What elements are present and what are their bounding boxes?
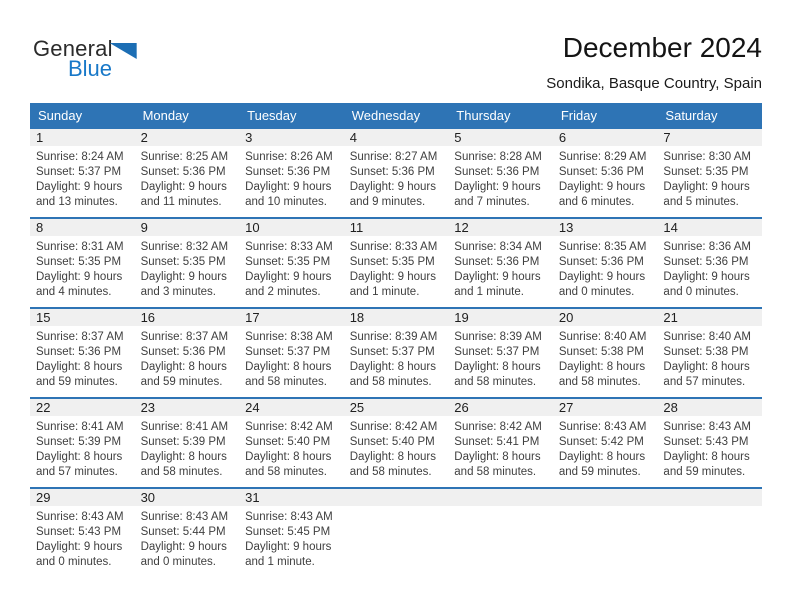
day-number: 17	[239, 309, 344, 326]
sunset-text: Sunset: 5:35 PM	[349, 256, 435, 268]
daylight-text: Daylight: 9 hours and 5 minutes.	[663, 181, 750, 208]
day-number: 12	[448, 219, 553, 236]
sunset-text: Sunset: 5:43 PM	[663, 436, 749, 448]
day-cell	[344, 129, 449, 217]
day-details	[657, 416, 762, 480]
sunrise-text: Sunrise: 8:42 AM	[454, 421, 542, 433]
empty-day-cell	[344, 489, 449, 577]
day-cell	[135, 309, 240, 397]
sunset-text: Sunset: 5:35 PM	[663, 166, 749, 178]
day-cell	[135, 129, 240, 217]
sunrise-text: Sunrise: 8:37 AM	[140, 331, 229, 343]
page-title: December 2024	[562, 32, 762, 63]
sunrise-text: Sunrise: 8:33 AM	[245, 241, 333, 253]
sunrise-text: Sunrise: 8:43 AM	[36, 511, 124, 523]
sunrise-text: Sunrise: 8:30 AM	[663, 151, 751, 163]
day-number: 2	[135, 129, 240, 146]
sunset-text: Sunset: 5:37 PM	[454, 346, 540, 358]
day-details	[553, 326, 658, 390]
day-number: 11	[344, 219, 449, 236]
day-cell	[30, 219, 135, 307]
general-blue-logo	[33, 38, 137, 80]
day-details	[448, 146, 553, 210]
daylight-text: Daylight: 8 hours and 58 minutes.	[245, 451, 332, 478]
day-details	[239, 326, 344, 390]
sunset-text: Sunset: 5:40 PM	[245, 436, 331, 448]
day-details	[657, 236, 762, 300]
sunrise-text: Sunrise: 8:25 AM	[140, 151, 229, 163]
sunrise-text: Sunrise: 8:39 AM	[349, 331, 438, 343]
day-number: 16	[135, 309, 240, 326]
day-number: 20	[553, 309, 658, 326]
day-cell	[239, 309, 344, 397]
sunset-text: Sunset: 5:35 PM	[36, 256, 122, 268]
sunrise-text: Sunrise: 8:28 AM	[454, 151, 542, 163]
sunset-text: Sunset: 5:39 PM	[140, 436, 226, 448]
day-number: 23	[135, 399, 240, 416]
day-cell	[657, 219, 762, 307]
day-details	[553, 506, 658, 510]
week-row	[30, 397, 762, 487]
day-number: 6	[553, 129, 658, 146]
day-cell	[448, 309, 553, 397]
daylight-text: Daylight: 9 hours and 0 minutes.	[36, 541, 123, 568]
day-cell	[344, 399, 449, 487]
day-details	[30, 236, 135, 300]
day-number: 21	[657, 309, 762, 326]
day-details	[553, 146, 658, 210]
sunset-text: Sunset: 5:42 PM	[558, 436, 644, 448]
day-details	[344, 506, 449, 510]
weekday-header-sunday: Sunday	[38, 107, 83, 123]
day-cell	[135, 219, 240, 307]
day-details	[553, 416, 658, 480]
day-number	[344, 489, 449, 506]
sunrise-text: Sunrise: 8:43 AM	[558, 421, 647, 433]
sunset-text: Sunset: 5:44 PM	[140, 526, 226, 538]
sunrise-text: Sunrise: 8:40 AM	[558, 331, 647, 343]
daylight-text: Daylight: 8 hours and 58 minutes.	[349, 361, 436, 388]
day-details	[135, 506, 240, 570]
page-subtitle: Sondika, Basque Country, Spain	[546, 75, 762, 92]
day-cell	[30, 129, 135, 217]
day-details	[448, 236, 553, 300]
logo-text-blue: Blue	[68, 56, 113, 81]
daylight-text: Daylight: 9 hours and 10 minutes.	[245, 181, 332, 208]
title-block	[546, 32, 762, 92]
day-details	[344, 416, 449, 480]
sunrise-text: Sunrise: 8:35 AM	[558, 241, 647, 253]
day-number: 24	[239, 399, 344, 416]
day-cell	[448, 219, 553, 307]
empty-day-cell	[657, 489, 762, 577]
sunset-text: Sunset: 5:43 PM	[36, 526, 122, 538]
logo-triangle-icon	[110, 43, 137, 59]
weekday-header-friday: Friday	[560, 107, 597, 123]
day-details	[657, 506, 762, 510]
sunrise-text: Sunrise: 8:42 AM	[349, 421, 438, 433]
weekday-header-thursday: Thursday	[456, 107, 511, 123]
day-details	[135, 146, 240, 210]
daylight-text: Daylight: 8 hours and 57 minutes.	[663, 361, 750, 388]
day-details	[239, 506, 344, 570]
day-details	[657, 326, 762, 390]
day-cell	[657, 129, 762, 217]
day-number: 26	[448, 399, 553, 416]
day-number: 14	[657, 219, 762, 236]
daylight-text: Daylight: 9 hours and 6 minutes.	[558, 181, 646, 208]
sunset-text: Sunset: 5:38 PM	[558, 346, 644, 358]
sunrise-text: Sunrise: 8:27 AM	[349, 151, 438, 163]
sunrise-text: Sunrise: 8:39 AM	[454, 331, 542, 343]
daylight-text: Daylight: 9 hours and 11 minutes.	[140, 181, 227, 208]
sunset-text: Sunset: 5:37 PM	[245, 346, 331, 358]
sunrise-text: Sunrise: 8:33 AM	[349, 241, 438, 253]
sunset-text: Sunset: 5:37 PM	[349, 346, 435, 358]
day-details	[135, 416, 240, 480]
sunset-text: Sunset: 5:38 PM	[663, 346, 749, 358]
day-cell	[135, 489, 240, 577]
daylight-text: Daylight: 8 hours and 58 minutes.	[349, 451, 436, 478]
day-cell	[448, 129, 553, 217]
daylight-text: Daylight: 9 hours and 1 minute.	[245, 541, 332, 568]
weekday-header-wednesday: Wednesday	[351, 107, 421, 123]
daylight-text: Daylight: 8 hours and 58 minutes.	[454, 361, 541, 388]
sunrise-text: Sunrise: 8:37 AM	[36, 331, 124, 343]
day-details	[239, 236, 344, 300]
logo-text-general: General	[33, 36, 113, 61]
day-number: 31	[239, 489, 344, 506]
sunrise-text: Sunrise: 8:38 AM	[245, 331, 333, 343]
day-details	[344, 146, 449, 210]
sunset-text: Sunset: 5:35 PM	[140, 256, 226, 268]
daylight-text: Daylight: 8 hours and 59 minutes.	[558, 451, 646, 478]
day-number: 18	[344, 309, 449, 326]
sunset-text: Sunset: 5:36 PM	[245, 166, 331, 178]
weekday-header-monday: Monday	[142, 107, 189, 123]
sunrise-text: Sunrise: 8:43 AM	[245, 511, 333, 523]
day-cell	[553, 219, 658, 307]
day-number: 10	[239, 219, 344, 236]
sunset-text: Sunset: 5:41 PM	[454, 436, 540, 448]
day-number: 15	[30, 309, 135, 326]
day-details	[553, 236, 658, 300]
day-details	[344, 326, 449, 390]
daylight-text: Daylight: 9 hours and 4 minutes.	[36, 271, 123, 298]
day-cell	[239, 129, 344, 217]
day-number: 3	[239, 129, 344, 146]
sunrise-text: Sunrise: 8:41 AM	[36, 421, 124, 433]
day-cell	[239, 399, 344, 487]
day-cell	[344, 219, 449, 307]
daylight-text: Daylight: 9 hours and 1 minute.	[454, 271, 541, 298]
day-number: 19	[448, 309, 553, 326]
sunset-text: Sunset: 5:39 PM	[36, 436, 122, 448]
day-number: 1	[30, 129, 135, 146]
day-number: 9	[135, 219, 240, 236]
sunset-text: Sunset: 5:36 PM	[663, 256, 749, 268]
daylight-text: Daylight: 8 hours and 59 minutes.	[140, 361, 227, 388]
daylight-text: Daylight: 9 hours and 0 minutes.	[558, 271, 646, 298]
sunset-text: Sunset: 5:36 PM	[454, 256, 540, 268]
weekday-header-tuesday: Tuesday	[247, 107, 297, 123]
sunset-text: Sunset: 5:36 PM	[140, 166, 226, 178]
day-number: 28	[657, 399, 762, 416]
day-cell	[239, 489, 344, 577]
day-number: 22	[30, 399, 135, 416]
sunrise-text: Sunrise: 8:24 AM	[36, 151, 124, 163]
sunrise-text: Sunrise: 8:41 AM	[140, 421, 229, 433]
day-number: 30	[135, 489, 240, 506]
day-details	[30, 506, 135, 570]
day-cell	[553, 309, 658, 397]
day-details	[239, 146, 344, 210]
day-number	[553, 489, 658, 506]
sunset-text: Sunset: 5:36 PM	[558, 166, 644, 178]
daylight-text: Daylight: 9 hours and 9 minutes.	[349, 181, 436, 208]
day-number: 7	[657, 129, 762, 146]
sunrise-text: Sunrise: 8:43 AM	[663, 421, 751, 433]
day-cell	[30, 399, 135, 487]
daylight-text: Daylight: 9 hours and 1 minute.	[349, 271, 436, 298]
day-number	[448, 489, 553, 506]
sunrise-text: Sunrise: 8:43 AM	[140, 511, 229, 523]
sunrise-text: Sunrise: 8:36 AM	[663, 241, 751, 253]
daylight-text: Daylight: 8 hours and 59 minutes.	[663, 451, 750, 478]
sunset-text: Sunset: 5:36 PM	[349, 166, 435, 178]
day-number: 4	[344, 129, 449, 146]
day-number: 25	[344, 399, 449, 416]
day-number: 29	[30, 489, 135, 506]
day-cell	[657, 309, 762, 397]
sunset-text: Sunset: 5:36 PM	[558, 256, 644, 268]
empty-day-cell	[448, 489, 553, 577]
day-number: 8	[30, 219, 135, 236]
day-details	[30, 416, 135, 480]
day-number: 13	[553, 219, 658, 236]
weekday-header-saturday: Saturday	[665, 107, 718, 123]
day-details	[448, 506, 553, 510]
day-cell	[239, 219, 344, 307]
daylight-text: Daylight: 9 hours and 2 minutes.	[245, 271, 332, 298]
daylight-text: Daylight: 8 hours and 58 minutes.	[245, 361, 332, 388]
day-number: 5	[448, 129, 553, 146]
day-details	[239, 416, 344, 480]
day-cell	[30, 309, 135, 397]
week-row	[30, 487, 762, 577]
sunset-text: Sunset: 5:36 PM	[454, 166, 540, 178]
daylight-text: Daylight: 9 hours and 0 minutes.	[663, 271, 750, 298]
day-cell	[344, 309, 449, 397]
sunset-text: Sunset: 5:37 PM	[36, 166, 122, 178]
weekday-header-row	[30, 103, 762, 127]
daylight-text: Daylight: 8 hours and 57 minutes.	[36, 451, 123, 478]
day-number	[657, 489, 762, 506]
day-details	[135, 326, 240, 390]
sunrise-text: Sunrise: 8:42 AM	[245, 421, 333, 433]
week-row	[30, 307, 762, 397]
day-details	[657, 146, 762, 210]
sunrise-text: Sunrise: 8:31 AM	[36, 241, 124, 253]
calendar	[30, 103, 762, 577]
sunset-text: Sunset: 5:45 PM	[245, 526, 331, 538]
day-details	[30, 146, 135, 210]
day-cell	[553, 129, 658, 217]
day-cell	[30, 489, 135, 577]
week-row	[30, 217, 762, 307]
day-details	[30, 326, 135, 390]
day-cell	[135, 399, 240, 487]
sunrise-text: Sunrise: 8:26 AM	[245, 151, 333, 163]
daylight-text: Daylight: 9 hours and 13 minutes.	[36, 181, 123, 208]
daylight-text: Daylight: 8 hours and 58 minutes.	[454, 451, 541, 478]
sunrise-text: Sunrise: 8:34 AM	[454, 241, 542, 253]
daylight-text: Daylight: 8 hours and 58 minutes.	[140, 451, 227, 478]
day-cell	[448, 399, 553, 487]
week-row	[30, 127, 762, 217]
daylight-text: Daylight: 8 hours and 59 minutes.	[36, 361, 123, 388]
day-number: 27	[553, 399, 658, 416]
empty-day-cell	[553, 489, 658, 577]
daylight-text: Daylight: 9 hours and 7 minutes.	[454, 181, 541, 208]
sunrise-text: Sunrise: 8:29 AM	[558, 151, 647, 163]
day-cell	[553, 399, 658, 487]
sunset-text: Sunset: 5:36 PM	[36, 346, 122, 358]
sunrise-text: Sunrise: 8:32 AM	[140, 241, 229, 253]
sunset-text: Sunset: 5:36 PM	[140, 346, 226, 358]
day-details	[448, 416, 553, 480]
calendar-grid	[30, 127, 762, 577]
sunset-text: Sunset: 5:35 PM	[245, 256, 331, 268]
daylight-text: Daylight: 8 hours and 58 minutes.	[558, 361, 646, 388]
day-details	[448, 326, 553, 390]
sunset-text: Sunset: 5:40 PM	[349, 436, 435, 448]
day-details	[135, 236, 240, 300]
day-details	[344, 236, 449, 300]
daylight-text: Daylight: 9 hours and 3 minutes.	[140, 271, 227, 298]
daylight-text: Daylight: 9 hours and 0 minutes.	[140, 541, 227, 568]
sunrise-text: Sunrise: 8:40 AM	[663, 331, 751, 343]
day-cell	[657, 399, 762, 487]
